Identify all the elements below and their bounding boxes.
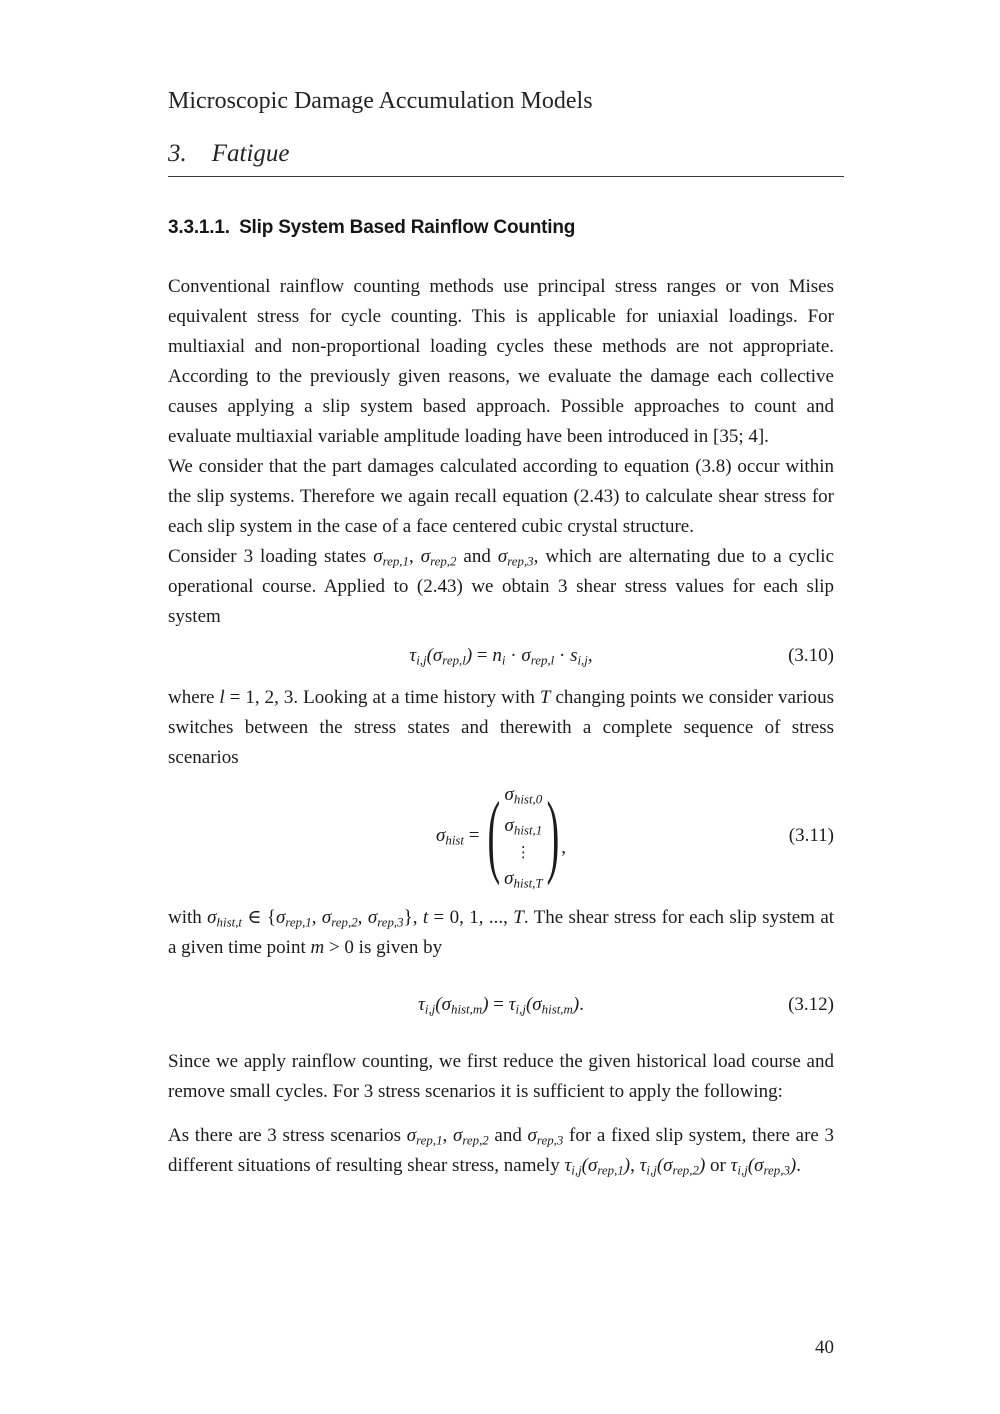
paragraph-conventional-rainflow: Conventional rainflow counting methods use principal stress ranges or von Mises equivalent stress for cycle counting. This is applicable for uniaxial loadings. For multiaxial and non-proportional loading cycles these methods are not appropriate. According to the previously given reasons, we evaluate the damage each collective causes applying a slip system based approach. Possible approaches to count and evaluate multiaxial variable amplitude loading have been introduced in [35; 4]. — [168, 276, 834, 447]
equation-3-10-body: $\tau_{i,j}(\sigma_{rep,l}) = n_i \cdot \sigma_{rep,l} \cdot s_{i,j}$, — [409, 645, 593, 668]
equation-3-10 — [168, 639, 834, 673]
paragraph-with-sigma-hist: with $\sigma_{hist,t}$ ∈ {$\sigma_{rep,1}$, $\sigma_{rep,2}$, $\sigma_{rep,3}$}, t = 0, 1, ..., T. The shear stress for each slip system at a given time point m > 0 is given by — [168, 907, 835, 958]
running-header-title: Microscopic Damage Accumulation Models — [168, 88, 593, 114]
matrix-row: $\sigma_{hist,0}$ — [504, 783, 543, 807]
paragraph-as-there-are: As there are 3 stress scenarios $\sigma_{rep,1}$, $\sigma_{rep,2}$ and $\sigma_{rep,3}$ for a fixed slip system, there are 3 different situations of resulting shear stress, namely $\tau_{i,j}(\sigma_{rep,1})$, $\tau_{i,j}(\sigma_{rep,2})$ or $\tau_{i,j}(\sigma_{rep,3})$. — [168, 1125, 835, 1178]
equation-3-11-number: (3.11) — [788, 825, 834, 846]
chapter-heading: 3. Fatigue — [168, 140, 844, 177]
equation-3-10-number: (3.10) — [788, 645, 834, 666]
page-number: 40 — [815, 1337, 834, 1358]
paragraph-consider-3-loading-states: Consider 3 loading states $\sigma_{rep,1}$, $\sigma_{rep,2}$ and $\sigma_{rep,3}$, which are alternating due to a cyclic operational course. Applied to (2.43) we obtain 3 shear stress values for each slip system — [168, 546, 835, 627]
content-column — [168, 0, 834, 1181]
matrix-paren-right: ) — [546, 784, 560, 888]
equation-3-12 — [168, 988, 834, 1022]
matrix-row: $\sigma_{hist,T}$ — [504, 867, 543, 891]
section-heading: 3.3.1.1. Slip System Based Rainflow Counting — [168, 217, 576, 238]
matrix-vertical-dots: ⋮ — [515, 842, 531, 861]
paragraph-where-l: where l = 1, 2, 3. Looking at a time history with T changing points we consider various switches between the stress states and therewith a complete sequence of stress scenarios — [168, 687, 834, 768]
equation-3-11-lhs: $\sigma_{hist}$ = — [436, 825, 480, 848]
paragraph-since-we-apply: Since we apply rainflow counting, we first reduce the given historical load course and remove small cycles. For 3 stress scenarios it is sufficient to apply the following: — [168, 1051, 834, 1102]
equation-3-11-trailing-comma: , — [561, 837, 566, 858]
matrix-row: $\sigma_{hist,1}$ — [504, 814, 543, 838]
matrix-paren-left: ( — [487, 784, 501, 888]
paragraph-we-consider: We consider that the part damages calculated according to equation (3.8) occur within the slip systems. Therefore we again recall equation (2.43) to calculate shear stress for each slip system in the case of a face centered cubic crystal structure. — [168, 456, 834, 537]
matrix-column-vector — [504, 779, 542, 894]
equation-3-12-number: (3.12) — [788, 994, 834, 1015]
equation-3-12-body: $\tau_{i,j}(\sigma_{hist,m}) = \tau_{i,j}(\sigma_{hist,m})$. — [418, 994, 584, 1017]
equation-3-11 — [168, 777, 834, 895]
